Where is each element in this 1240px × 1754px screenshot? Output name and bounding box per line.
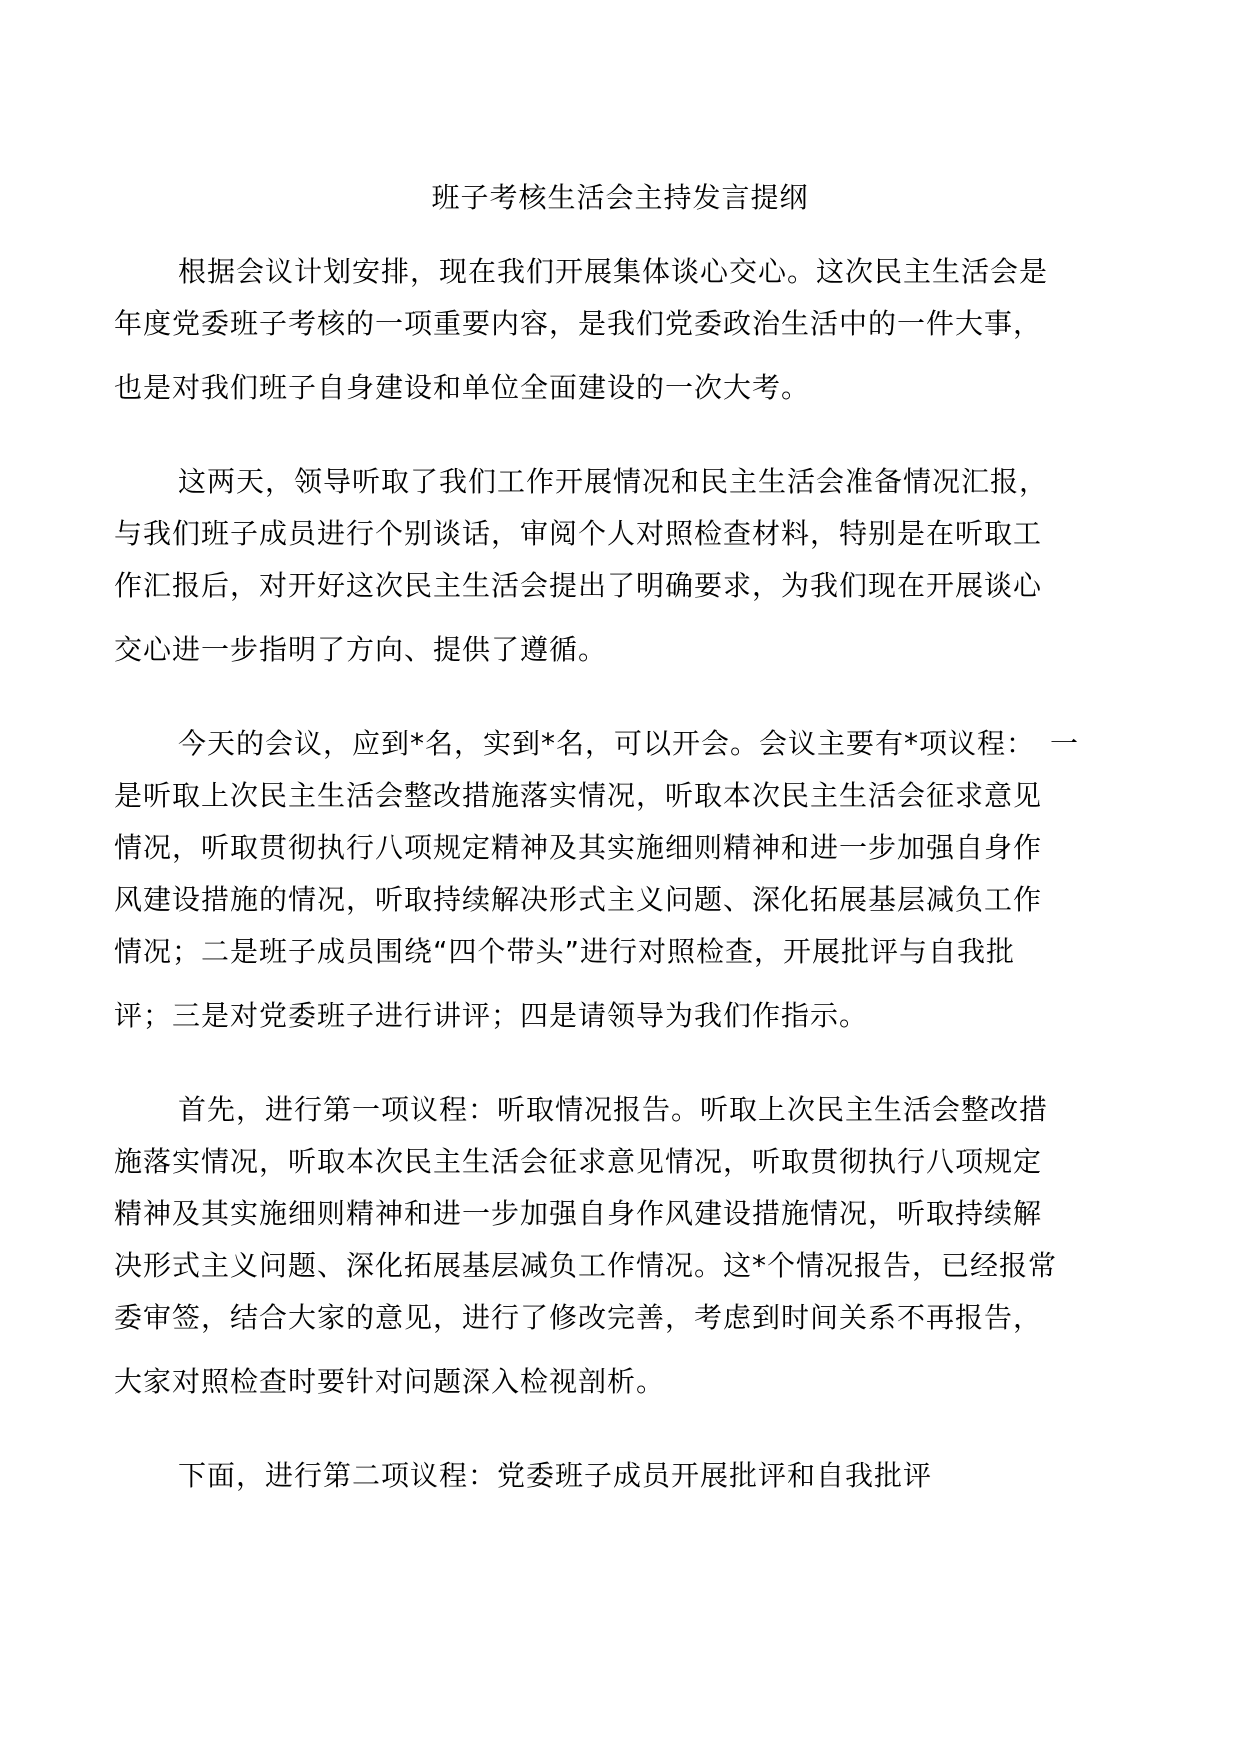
paragraph-3-line-3: 情况，听取贯彻执行八项规定精神及其实施细则精神和进一步加强自身作	[114, 831, 1043, 864]
paragraph-3-line-4: 风建设措施的情况，听取持续解决形式主义问题、深化拓展基层减负工作	[114, 883, 1043, 916]
paragraph-2-line-2: 与我们班子成员进行个别谈话，审阅个人对照检查材料，特别是在听取工	[114, 517, 1043, 550]
document-title: 班子考核生活会主持发言提纲	[431, 181, 809, 214]
paragraph-3-line-6: 评；三是对党委班子进行讲评；四是请领导为我们作指示。	[114, 999, 869, 1032]
paragraph-3-line-1: 今天的会议，应到*名，实到*名，可以开会。会议主要有*项议程： 一	[178, 727, 1080, 760]
paragraph-5-line-1: 下面，进行第二项议程：党委班子成员开展批评和自我批评	[178, 1459, 933, 1492]
paragraph-4-line-5: 委审签，结合大家的意见，进行了修改完善，考虑到时间关系不再报告，	[114, 1301, 1043, 1334]
paragraph-2-line-4: 交心进一步指明了方向、提供了遵循。	[114, 633, 608, 666]
paragraph-4-line-3: 精神及其实施细则精神和进一步加强自身作风建设措施情况，听取持续解	[114, 1197, 1043, 1230]
paragraph-4-line-4: 决形式主义问题、深化拓展基层减负工作情况。这*个情况报告，已经报常	[114, 1249, 1058, 1282]
paragraph-1-line-2: 年度党委班子考核的一项重要内容，是我们党委政治生活中的一件大事，	[114, 307, 1043, 340]
paragraph-1-line-1: 根据会议计划安排，现在我们开展集体谈心交心。这次民主生活会是	[178, 255, 1049, 288]
paragraph-2-line-1: 这两天，领导听取了我们工作开展情况和民主生活会准备情况汇报，	[178, 465, 1049, 498]
paragraph-2-line-3: 作汇报后，对开好这次民主生活会提出了明确要求，为我们现在开展谈心	[114, 569, 1043, 602]
paragraph-3-line-2: 是听取上次民主生活会整改措施落实情况，听取本次民主生活会征求意见	[114, 779, 1043, 812]
paragraph-4-line-6: 大家对照检查时要针对问题深入检视剖析。	[114, 1365, 666, 1398]
paragraph-4-line-2: 施落实情况，听取本次民主生活会征求意见情况，听取贯彻执行八项规定	[114, 1145, 1043, 1178]
paragraph-3-line-5: 情况；二是班子成员围绕“四个带头”进行对照检查，开展批评与自我批	[114, 935, 1016, 968]
paragraph-4-line-1: 首先，进行第一项议程：听取情况报告。听取上次民主生活会整改措	[178, 1093, 1049, 1126]
paragraph-1-line-3: 也是对我们班子自身建设和单位全面建设的一次大考。	[114, 371, 811, 404]
